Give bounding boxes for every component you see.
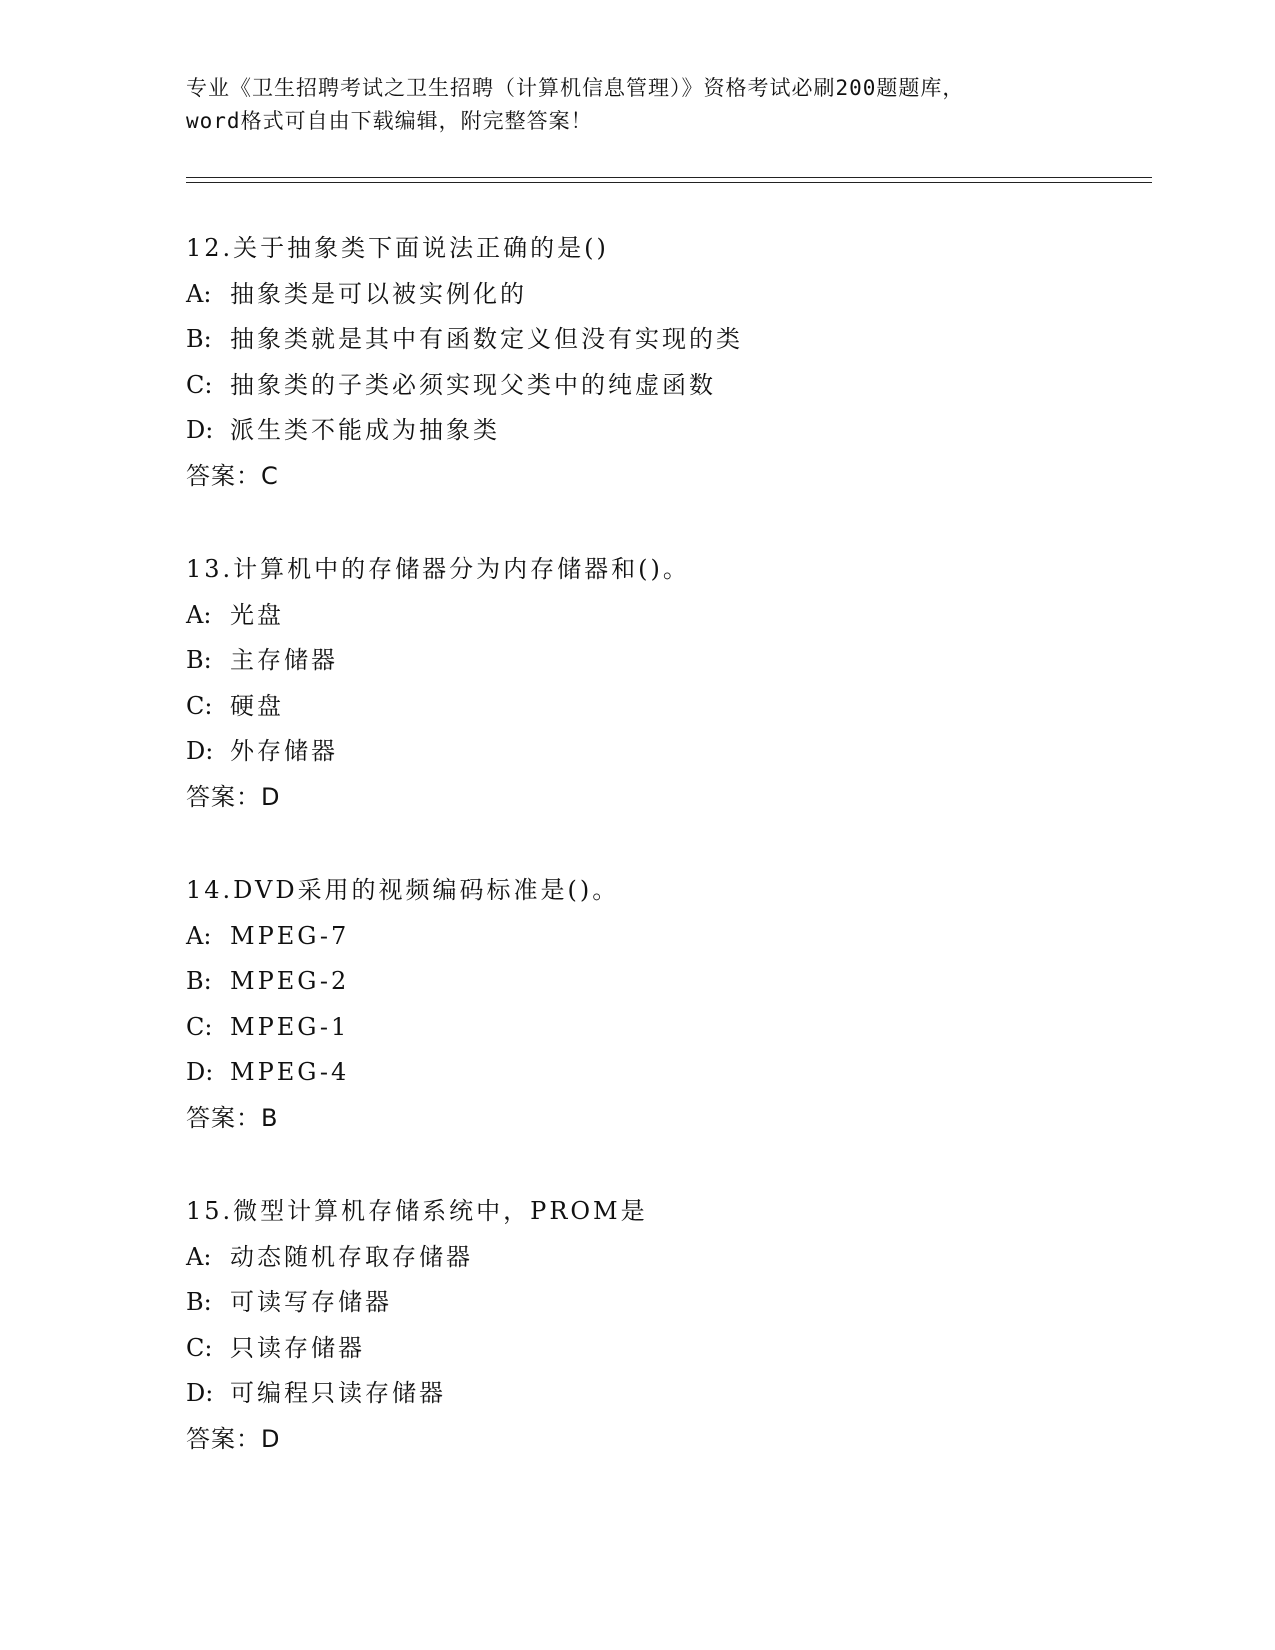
option-text: 抽象类的子类必须实现父类中的纯虚函数 bbox=[230, 370, 716, 399]
option-key: A: bbox=[186, 600, 212, 629]
option-text: MPEG-4 bbox=[230, 1058, 350, 1086]
question-stem: 14.DVD采用的视频编码标准是()。 bbox=[186, 876, 620, 904]
option-text: 光盘 bbox=[230, 600, 284, 629]
answer-label: 答案：B bbox=[186, 1103, 279, 1132]
question-13 bbox=[186, 547, 1086, 820]
header-title-line-1: 专业《卫生招聘考试之卫生招聘（计算机信息管理）》资格考试必刷200题题库， bbox=[186, 76, 965, 100]
header-divider-bottom bbox=[186, 182, 1152, 183]
answer-label: 答案：D bbox=[186, 1424, 281, 1453]
option-text: 主存储器 bbox=[230, 646, 338, 674]
question-14 bbox=[186, 868, 1086, 1141]
option-text: MPEG-1 bbox=[230, 1012, 350, 1041]
question-stem: 13.计算机中的存储器分为内存储器和()。 bbox=[186, 555, 690, 583]
option-key: B: bbox=[186, 325, 212, 353]
option-b bbox=[186, 959, 1086, 1005]
option-key: D: bbox=[186, 737, 214, 765]
question-12 bbox=[186, 226, 1086, 499]
option-d bbox=[186, 729, 1086, 775]
option-c bbox=[186, 1005, 1086, 1051]
document-header bbox=[186, 72, 1086, 138]
option-key: D: bbox=[186, 416, 214, 444]
header-title-line-2: word格式可自由下载编辑，附完整答案！ bbox=[186, 109, 593, 133]
option-key: D: bbox=[186, 1379, 214, 1407]
question-15 bbox=[186, 1189, 1086, 1462]
question-stem: 15.微型计算机存储系统中，PROM是 bbox=[186, 1197, 648, 1225]
option-key: C: bbox=[186, 370, 213, 399]
option-key: C: bbox=[186, 691, 213, 720]
option-key: A: bbox=[186, 921, 212, 950]
answer-label: 答案：D bbox=[186, 782, 281, 811]
option-text: 只读存储器 bbox=[230, 1333, 365, 1362]
option-b bbox=[186, 638, 1086, 684]
option-text: 可读写存储器 bbox=[230, 1288, 392, 1316]
option-key: D: bbox=[186, 1058, 214, 1086]
option-key: C: bbox=[186, 1012, 213, 1041]
option-text: 派生类不能成为抽象类 bbox=[230, 416, 500, 444]
option-text: 外存储器 bbox=[230, 737, 338, 765]
option-key: A: bbox=[186, 1242, 212, 1271]
option-d bbox=[186, 1050, 1086, 1096]
option-key: B: bbox=[186, 967, 212, 995]
option-text: 动态随机存取存储器 bbox=[230, 1242, 473, 1271]
option-text: 可编程只读存储器 bbox=[230, 1379, 446, 1407]
option-key: B: bbox=[186, 646, 212, 674]
option-d bbox=[186, 1371, 1086, 1417]
option-key: C: bbox=[186, 1333, 213, 1362]
option-text: 抽象类就是其中有函数定义但没有实现的类 bbox=[230, 325, 743, 353]
option-c bbox=[186, 684, 1086, 730]
option-a bbox=[186, 272, 1086, 318]
option-c bbox=[186, 363, 1086, 409]
option-b bbox=[186, 1280, 1086, 1326]
option-text: MPEG-7 bbox=[230, 921, 350, 950]
option-d bbox=[186, 408, 1086, 454]
option-a bbox=[186, 593, 1086, 639]
option-text: 硬盘 bbox=[230, 691, 284, 720]
option-b bbox=[186, 317, 1086, 363]
answer-label: 答案：C bbox=[186, 461, 279, 490]
header-divider-top bbox=[186, 177, 1152, 178]
question-stem: 12.关于抽象类下面说法正确的是() bbox=[186, 234, 609, 262]
option-key: B: bbox=[186, 1288, 212, 1316]
option-text: 抽象类是可以被实例化的 bbox=[230, 279, 527, 308]
option-c bbox=[186, 1326, 1086, 1372]
option-a bbox=[186, 914, 1086, 960]
option-text: MPEG-2 bbox=[230, 967, 350, 995]
option-a bbox=[186, 1235, 1086, 1281]
option-key: A: bbox=[186, 279, 212, 308]
